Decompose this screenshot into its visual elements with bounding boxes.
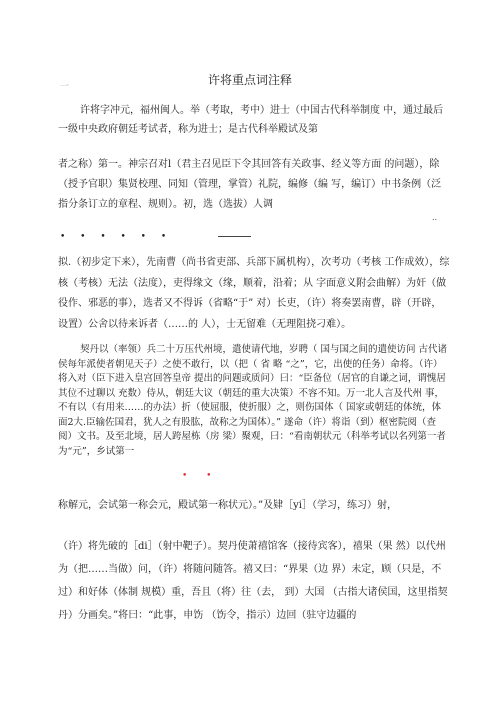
emphasis-dots-red: • • — [182, 471, 220, 481]
paragraph-2: 者之称）第一。神宗召对l（君主召见臣下令其回答有关政事、经义等方面 的问题），除（授予官职）集贤校理、同知（管理，掌管）礼院，编修（编 写，编订）中书条例（泛指分条订立的章程、规则）。初，选（选拔）人调 — [58, 159, 442, 210]
list-dash: 一 — [60, 82, 70, 92]
paragraph-6: （许）将先破的［di］（射中靶子）。契丹使萧禧馆客（接待宾客），禧果（果 然）以代州为（把……当做）问，（许）将随问随答。禧又曰：“界果（边 界）未定，顾（只是，不过）和好体（体制 规模）重，吾且（将）往（去， 到）大国 （古指大诸侯国，这里指契丹）分画矣。”将曰：“此事，申饬 （饬令，指示）边回（驻守边疆的 — [58, 541, 448, 621]
rule-line — [218, 236, 251, 237]
document-title: 许将重点词注释 — [207, 73, 292, 87]
emphasis-dots: • • • • • • — [60, 232, 173, 242]
paragraph-5: 称解元，会试第一称会元，殿试第一称状元）。”及肄［yi］（学习，练习）射， — [58, 500, 397, 511]
ellipsis-mark: .. — [432, 213, 438, 222]
paragraph-3: 拟.（初步定下来），先南曹（尚书省吏部、兵部下属机构），次考功（考核 工作成效），综核（考核）无法（法度），吏得缘文（缘，顺着，沿着；从 字面意义附会曲解）为奸（做役作、邪恶的事），选者又不得诉（省略“于” 对）长吏，（许）将奏罢南曹，辟（开辟，设置）公舍以待来诉者（……的 人），士无留难（无理阻挠刁难）。 — [58, 257, 450, 330]
paragraph-1: 许将字冲元，福州闽人。举（考取，考中）进士（中国古代科举制度 中，通过最后一级中央政府朝廷考试者，称为进士；是古代科举殿试及第 — [58, 105, 444, 135]
paragraph-4: 契丹以（率领）兵二十万压代州境，遣使请代地，岁聘（ 国与国之间的遣使访问 古代诸侯每年派使者朝见天子）之使不敢行，以（把（ 省 略 “之”，它，出使的任务）命将。（许）将入对（臣下进入皇宫回答皇帝 提出的问题或质问）曰：“臣备位（居官的自谦之词，谓愧居其位不过聊以 充数）侍从，朝廷大议（朝廷的重大决策）不容不知。万一北人言及代州 事，不有以（有用来……的办法）折（使屈服，使折服）之，则伤国体（ 国家或朝廷的体统，体面2大.臣输佐国君，犹人之有股肱，故称之为国体）。” 遂命（许）将诣（到）枢密院阅（查阅）文书。及至北境，居人跨屋栋（房 梁）聚观，曰：“看南朝状元（科举考试以名列第一者为“元”，乡试第一 — [58, 344, 448, 457]
